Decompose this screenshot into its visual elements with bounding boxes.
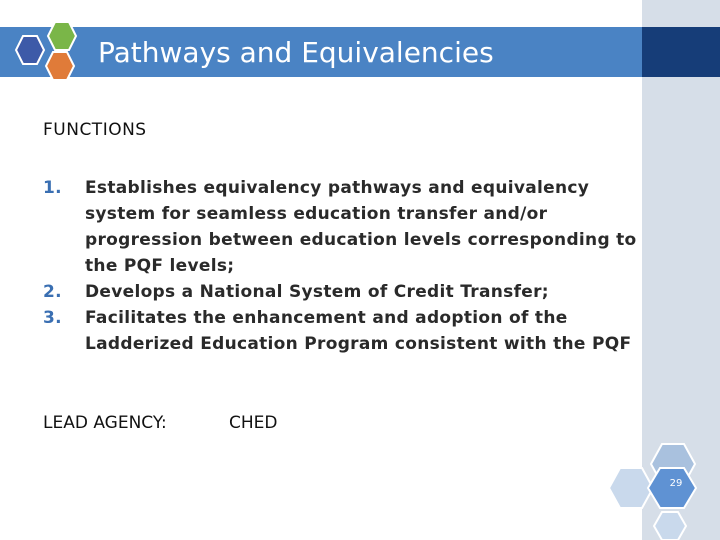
lead-agency xyxy=(43,410,278,436)
blue-hexagon-icon xyxy=(16,36,44,64)
slide-title: Pathways and Equivalencies xyxy=(98,36,494,69)
orange-hexagon-icon xyxy=(46,52,74,80)
page-number: 29 xyxy=(669,478,683,489)
list-item-text: Establishes equivalency pathways and equivalency system for seamless education transfer and/or progression between education levels corresponding to the PQF levels; xyxy=(85,178,637,276)
list-item xyxy=(43,279,643,305)
section-heading: FUNCTIONS xyxy=(43,120,147,140)
list-item-text: Facilitates the enhancement and adoption of the Ladderized Education Program consistent with the PQF xyxy=(85,308,632,354)
list-item xyxy=(43,305,643,357)
hexagon-logo-icon xyxy=(6,14,86,88)
list-item-number: 1. xyxy=(43,178,62,198)
list-item xyxy=(43,175,643,279)
lead-agency-label: LEAD AGENCY: xyxy=(43,413,167,433)
pale-hexagon-icon xyxy=(609,468,653,508)
lead-agency-value: CHED xyxy=(229,413,278,433)
list-item-text: Develops a National System of Credit Transfer; xyxy=(85,282,549,302)
list-item-number: 3. xyxy=(43,308,62,328)
small-hexagon-icon xyxy=(654,512,686,540)
title-bar-accent xyxy=(642,27,720,77)
functions-list xyxy=(43,175,643,357)
green-hexagon-icon xyxy=(48,22,76,50)
list-item-number: 2. xyxy=(43,282,62,302)
